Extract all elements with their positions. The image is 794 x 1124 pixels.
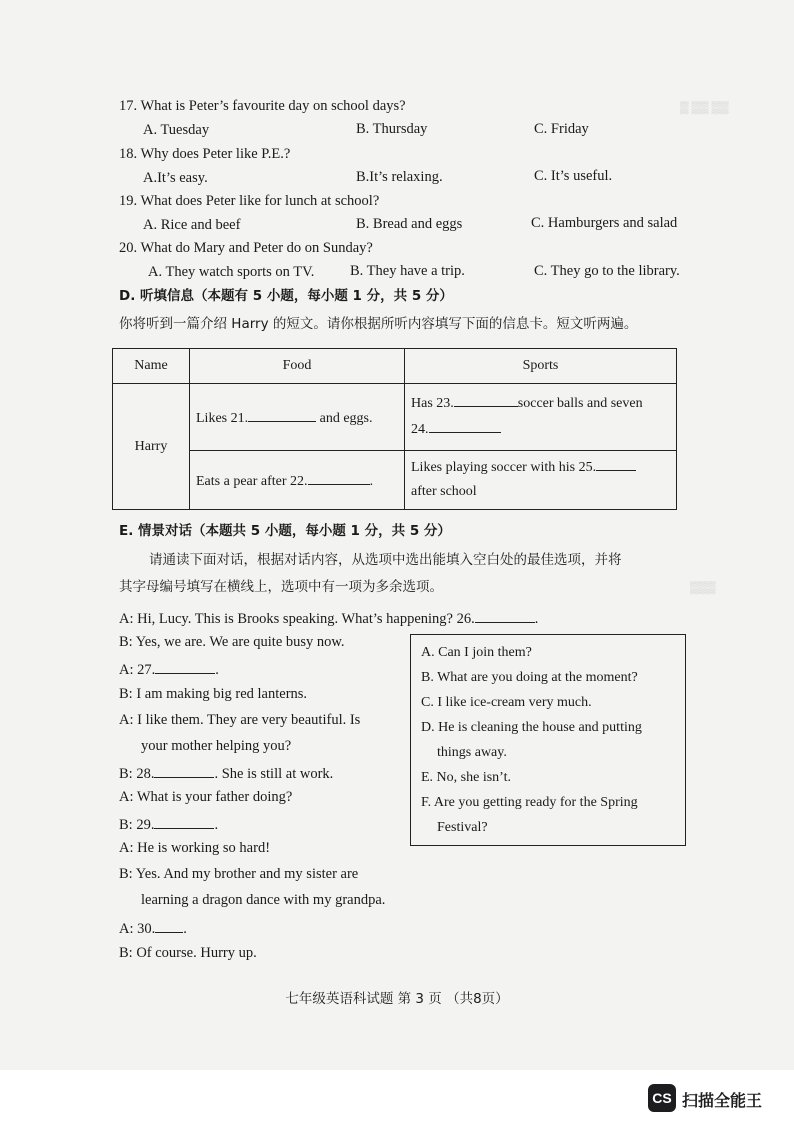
blank-22[interactable]	[308, 470, 370, 485]
option-d-continued: things away.	[437, 745, 507, 760]
dialogue-line: A: I like them. They are very beautiful. Is	[119, 712, 361, 728]
dialogue-line: B: Yes, we are. We are quite busy now.	[119, 634, 345, 650]
sports-2-prefix: Likes playing soccer with his 25.	[411, 460, 597, 476]
dialogue-line: A: 30. .	[119, 918, 187, 938]
question-18-stem: 18. Why does Peter like P.E.?	[119, 146, 291, 162]
question-20-stem: 20. What do Mary and Peter do on Sunday?	[119, 240, 373, 256]
blank-27[interactable]	[155, 659, 215, 674]
blank-28[interactable]	[154, 763, 214, 778]
question-18-option-c: C. It’s useful.	[534, 168, 613, 184]
camscanner-name: 扫描全能王	[682, 1091, 763, 1110]
food-2-prefix: Eats a pear after 22.	[196, 474, 308, 490]
options-box	[410, 634, 686, 846]
blank-26[interactable]	[475, 608, 535, 623]
question-19-option-b: B. Bread and eggs	[356, 216, 463, 232]
dialogue-line: A: He is working so hard!	[119, 840, 271, 856]
dialogue-line: A: 27. .	[119, 659, 219, 679]
section-e-title: E. 情景对话（本题共 5 小题，每小题 1 分，共 5 分）	[119, 523, 451, 539]
food-1-suffix: and eggs.	[316, 411, 373, 427]
question-17-option-a: A. Tuesday	[143, 122, 210, 138]
harry-info-table	[112, 348, 677, 510]
question-17-stem: 17. What is Peter’s favourite day on school days?	[119, 98, 406, 114]
section-d-title: D. 听填信息（本题有 5 小题，每小题 1 分，共 5 分）	[119, 288, 453, 304]
table-cell-food-2	[190, 451, 405, 510]
table-header-name: Name	[113, 349, 190, 384]
table-cell-name: Harry	[113, 384, 190, 510]
option-b: B. What are you doing at the moment?	[421, 670, 638, 685]
option-a: A. Can I join them?	[421, 645, 532, 660]
sports-1-line2: 24.	[411, 422, 429, 438]
bleed-through: ▒▒▒	[690, 580, 716, 594]
blank-29[interactable]	[154, 814, 214, 829]
table-header-food: Food	[190, 349, 405, 384]
option-f-continued: Festival?	[437, 820, 488, 835]
blank-21[interactable]	[248, 407, 316, 422]
question-20-option-a: A. They watch sports on TV.	[148, 264, 315, 280]
question-19-option-a: A. Rice and beef	[143, 217, 241, 233]
option-d: D. He is cleaning the house and putting	[421, 720, 642, 735]
blank-25[interactable]	[596, 456, 636, 471]
bleed-through: ▒ ▒▒ ▒▒	[680, 100, 729, 114]
dialogue-line: B: Of course. Hurry up.	[119, 945, 257, 961]
option-c: C. I like ice-cream very much.	[421, 695, 592, 710]
dialogue-line: learning a dragon dance with my grandpa.	[141, 892, 386, 908]
dialogue-line: B: 29. .	[119, 814, 218, 834]
table-header-sports: Sports	[405, 349, 677, 384]
option-f: F. Are you getting ready for the Spring	[421, 795, 638, 810]
table-cell-food-1	[190, 384, 405, 451]
dialogue-line: B: 28. . She is still at work.	[119, 763, 333, 783]
section-e-instruction-line1: 请通读下面对话，根据对话内容，从选项中选出能填入空白处的最佳选项，并将	[149, 552, 622, 568]
blank-30[interactable]	[155, 918, 183, 933]
question-20-option-c: C. They go to the library.	[534, 263, 680, 279]
blank-24[interactable]	[429, 418, 501, 433]
food-2-suffix: .	[369, 474, 374, 490]
question-17-option-b: B. Thursday	[356, 121, 428, 137]
question-18-option-b: B.It’s relaxing.	[356, 169, 443, 185]
sports-1-suffix: soccer balls and seven	[517, 396, 643, 412]
option-e: E. No, she isn’t.	[421, 770, 511, 785]
table-cell-sports-1	[405, 384, 677, 451]
question-20-option-b: B. They have a trip.	[350, 263, 465, 279]
question-17-option-c: C. Friday	[534, 121, 589, 137]
blank-23[interactable]	[454, 392, 518, 407]
table-cell-sports-2	[405, 451, 677, 510]
dialogue-line: A: What is your father doing?	[119, 789, 293, 805]
section-e-instruction-line2: 其字母编号填写在横线上，选项中有一项为多余选项。	[119, 579, 443, 595]
dialogue-line: B: I am making big red lanterns.	[119, 686, 308, 702]
dialogue-line: A: Hi, Lucy. This is Brooks speaking. What’s happening? 26. .	[119, 608, 538, 628]
food-1-prefix: Likes 21.	[196, 411, 249, 427]
camscanner-logo: CS	[648, 1084, 676, 1112]
dialogue-line: your mother helping you?	[141, 738, 292, 754]
question-19-stem: 19. What does Peter like for lunch at school?	[119, 193, 380, 209]
dialogue-line: B: Yes. And my brother and my sister are	[119, 866, 359, 882]
question-19-option-c: C. Hamburgers and salad	[531, 215, 678, 231]
sports-2-line2: after school	[411, 484, 477, 500]
section-d-instruction: 你将听到一篇介绍 Harry 的短文。请你根据所听内容填写下面的信息卡。短文听两遍。	[119, 316, 638, 332]
page-footer: 七年级英语科试题 第 3 页 （共8页）	[285, 991, 509, 1007]
question-18-option-a: A.It’s easy.	[143, 170, 208, 186]
sports-1-prefix: Has 23.	[411, 396, 454, 412]
